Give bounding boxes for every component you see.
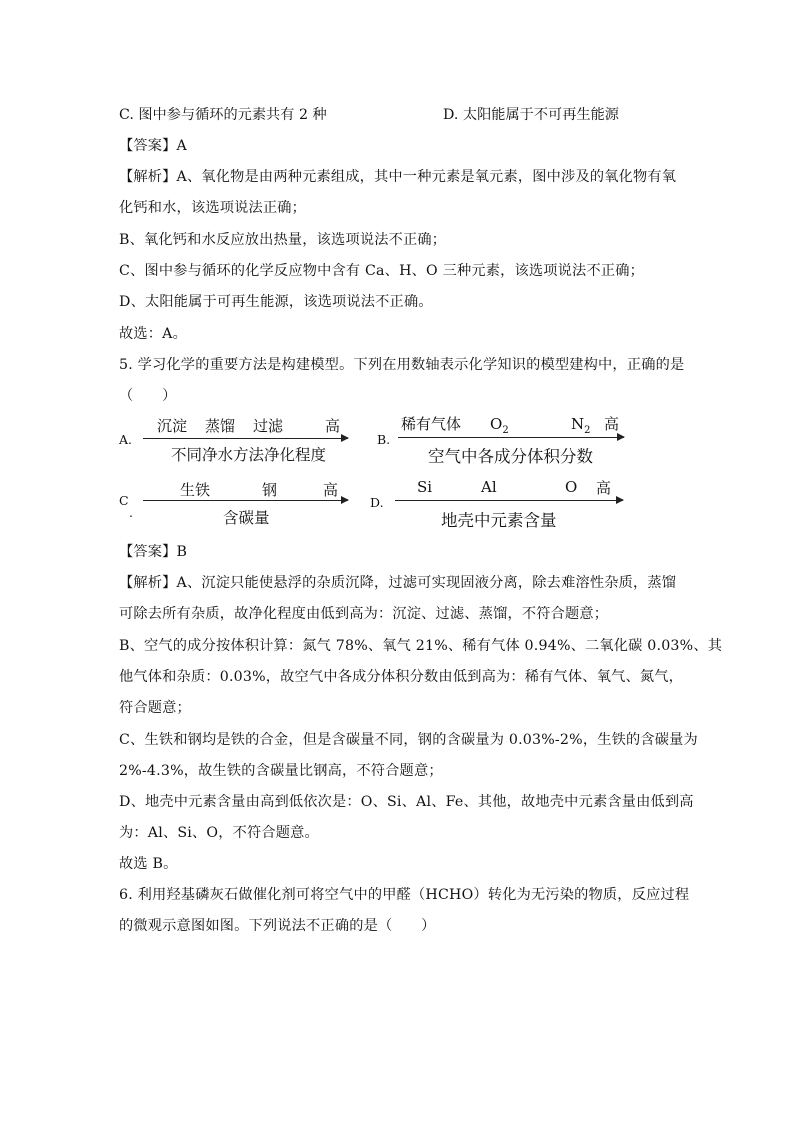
explanation-line: D、地壳中元素含量由高到低依次是：O、Si、Al、Fe、其他，故地壳中元素含量由低到高: [119, 794, 694, 810]
axis-item: 生铁: [180, 481, 211, 499]
axis-item: 稀有气体: [401, 415, 462, 433]
axis-high-label: 高: [604, 415, 620, 433]
explanation-line: 可除去所有杂质，故净化程度由低到高为：沉淀、过滤、蒸馏，不符合题意；: [119, 606, 609, 622]
axis-item: 过滤: [253, 417, 284, 435]
axis-item: Si: [417, 478, 433, 496]
option-d-label: D.: [370, 495, 384, 510]
axis-item: $N_2$: [571, 415, 591, 436]
explanation-line: C、图中参与循环的化学反应物中含有 Ca、H、O 三种元素，该选项说法不正确；: [119, 263, 644, 279]
answer-q4: 【答案】A: [119, 138, 187, 154]
option-c-label: C: [119, 493, 129, 508]
axis-caption: 含碳量: [223, 509, 270, 527]
explanation-line: B、空气的成分按体积计算：氮气 78%、氧气 21%、稀有气体 0.94%、二氧化碳 0.03%、其: [119, 638, 723, 654]
axis-item: O: [565, 478, 578, 496]
option-c: C. 图中参与循环的元素共有 2 种: [119, 107, 327, 123]
answer-q5: 【答案】B: [119, 544, 188, 560]
explanation-line: 为：Al、Si、O，不符合题意。: [119, 825, 319, 841]
option-a-label: A.: [119, 432, 133, 447]
explanation-line: 【解析】A、氧化物是由两种元素组成，其中一种元素是氧元素，图中涉及的氧化物有氧: [119, 169, 677, 185]
axis-caption: 不同净水方法净化程度: [171, 446, 327, 464]
axis-caption: 地壳中元素含量: [441, 511, 557, 530]
question-5-stem-bracket: （ ）: [119, 388, 177, 404]
conclusion-q4: 故选：A。: [119, 326, 187, 342]
axis-arrow: [398, 437, 624, 438]
option-d: D. 太阳能属于不可再生能源: [443, 107, 619, 123]
axis-arrow: [395, 500, 623, 501]
axis-arrow: [143, 438, 348, 439]
question-6-stem: 的微观示意图如图。下列说法不正确的是（ ）: [119, 918, 436, 934]
explanation-line: 他气体和杂质：0.03%，故空气中各成分体积分数由低到高为：稀有气体、氧气、氮气，: [119, 669, 684, 685]
option-b-label: B.: [377, 432, 391, 447]
axis-item: 钢: [262, 481, 278, 499]
explanation-line: 【解析】A、沉淀只能使悬浮的杂质沉降，过滤可实现固液分离，除去难溶性杂质，蒸馏: [119, 575, 677, 591]
axis-item: $O_2$: [490, 415, 509, 436]
axis-high-label: 高: [323, 481, 339, 499]
explanation-line: 符合题意；: [119, 700, 191, 716]
question-6-stem: 6. 利用羟基磷灰石做催化剂可将空气中的甲醛（HCHO）转化为无污染的物质，反应过程: [119, 887, 690, 903]
explanation-line: D、太阳能属于可再生能源，该选项说法不正确。: [119, 294, 433, 310]
axis-arrow: [143, 500, 348, 501]
axis-high-label: 高: [596, 479, 612, 497]
explanation-line: B、氧化钙和水反应放出热量，该选项说法不正确；: [119, 232, 447, 248]
axis-caption: 空气中各成分体积分数: [428, 447, 593, 466]
axis-item: 沉淀: [157, 417, 188, 435]
explanation-line: 化钙和水，该选项说法正确；: [119, 200, 307, 216]
axis-item: 蒸馏: [205, 417, 236, 435]
axis-high-label: 高: [325, 417, 341, 435]
option-c-dot: .: [129, 505, 133, 520]
axis-item: Al: [481, 478, 497, 496]
explanation-line: 2%-4.3%，故生铁的含碳量比钢高，不符合题意；: [119, 763, 443, 779]
explanation-line: C、生铁和钢均是铁的合金，但是含碳量不同，钢的含碳量为 0.03%-2%，生铁的含碳量为: [119, 732, 698, 748]
conclusion-q5: 故选 B。: [119, 856, 178, 872]
question-5-stem: 5. 学习化学的重要方法是构建模型。下列在用数轴表示化学知识的模型建构中，正确的是: [119, 357, 685, 373]
